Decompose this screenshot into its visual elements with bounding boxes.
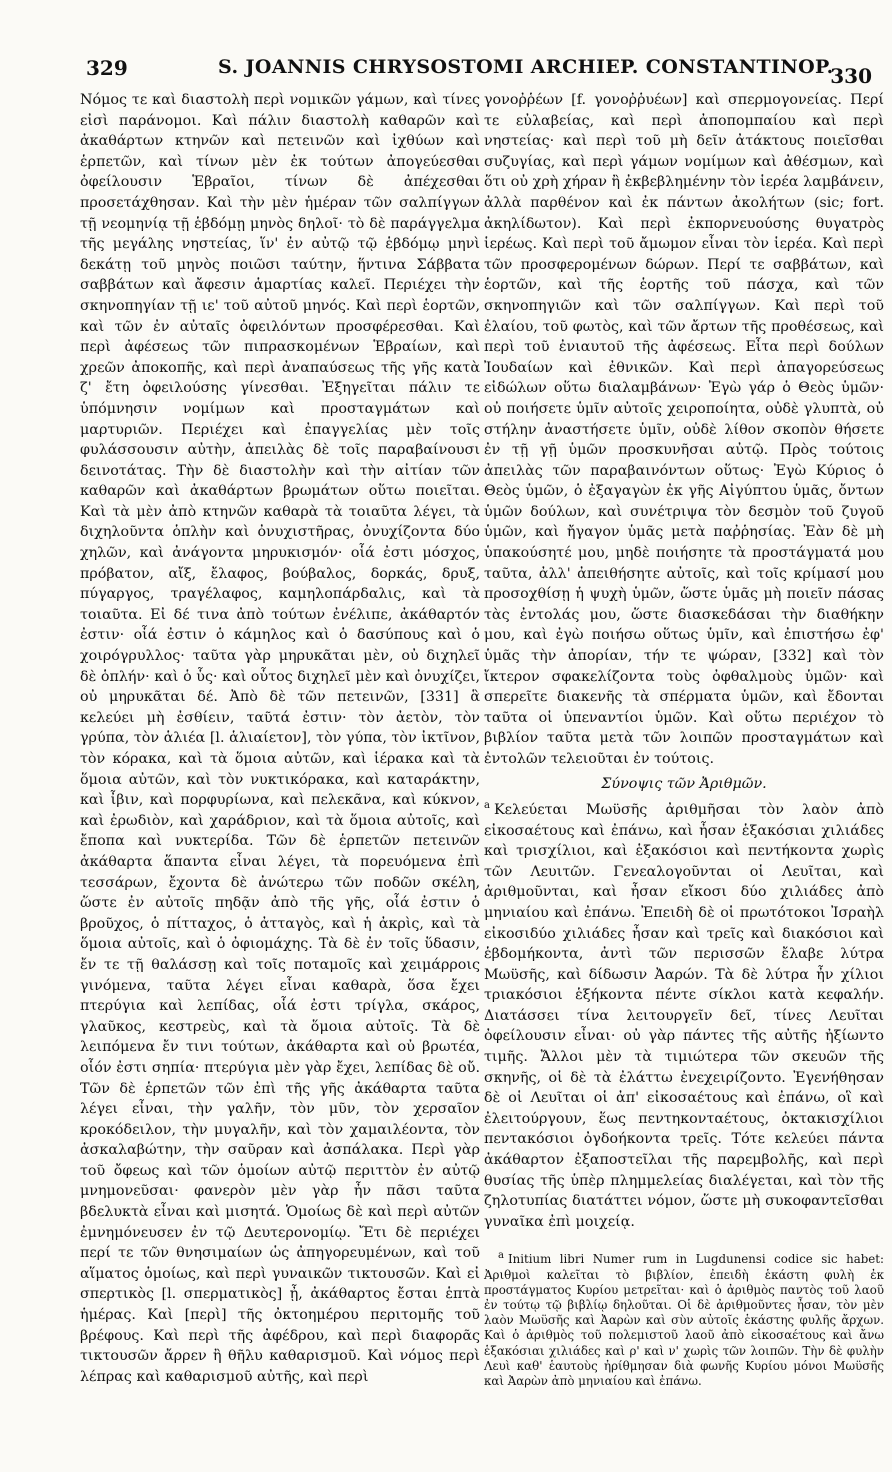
left-column bbox=[80, 90, 480, 1387]
footnote-reference: a bbox=[484, 800, 490, 812]
left-column-text: Νόμος τε καὶ διαστολὴ περὶ νομικῶν γάμων, καὶ τίνες εἰσὶ παράνομοι. Καὶ πάλιν διαστολὴ καθαρῶν καὶ ἀκαθάρτων κτηνῶν καὶ πετεινῶν καὶ ἰχθύων καὶ ἑρπετῶν, καὶ τίνων μὲν ἐκ τούτων ἀπογεύεσθαι ὀφείλουσιν Ἑβραῖοι, τίνων δὲ ἀπέχεσθαι προσετάχθησαν. Καὶ τὴν μὲν ἡμέραν τῶν σαλπίγγων τῇ νεομηνίᾳ τῇ ἑβδόμῃ μηνὸς δηλοῖ· τὸ δὲ παράγγελμα τῆς μεγάλης νηστείας, ἵν' ἐν αὐτῷ τῷ ἑβδόμῳ μηνὶ δεκάτῃ τοῦ μηνὸς ποιῶσι ταύτην, ἥντινα Σάββατα σαββάτων καὶ ἄφεσιν ἁμαρτίας καλεῖ. Περιέχει τὴν σκηνοπηγίαν τῇ ιε' τοῦ αὐτοῦ μηνός. Καὶ περὶ ἑορτῶν, καὶ τῶν ἐν αὐταῖς ὀφειλόντων προσφέρεσθαι. Καὶ περὶ ἀφέσεως τῶν πιπρασκομένων Ἑβραίων, καὶ χρεῶν ἀποκοπῆς, καὶ περὶ ἀναπαύσεως τῆς γῆς κατὰ ζ' ἔτη ὀφειλούσης γίνεσθαι. Ἐξηγεῖται πάλιν τε ὑπόμνησιν νομίμων καὶ προσταγμάτων καὶ μαρτυριῶν. Περιέχει καὶ ἐπαγγελίας μὲν τοῖς φυλάσσουσιν αὐτὴν, ἀπειλὰς δὲ τοῖς παραβαίνουσι δεινοτάτας. Τὴν δὲ διαστολὴν καὶ τὴν αἰτίαν τῶν καθαρῶν καὶ ἀκαθάρτων βρωμάτων οὕτω ποιεῖται. Καὶ τὰ μὲν ἀπὸ κτηνῶν καθαρὰ τὰ τοιαῦτα λέγει, τὰ διχηλοῦντα ὁπλὴν καὶ ὀνυχιστῆρας, ὀνυχίζοντα δύο χηλῶν, καὶ ἀνάγοντα μηρυκισμόν· οἷά ἐστι μόσχος, πρόβατον, αἴξ, ἔλαφος, βούβαλος, δορκάς, δρυξ, πύγαργος, τραγέλαφος, καμηλοπάρδαλις, καὶ τὰ τοιαῦτα. Εἰ δέ τινα ἀπὸ τούτων ἐνέλιπε, ἀκάθαρτόν ἐστιν· οἷά ἐστιν ὁ κάμηλος καὶ ὁ δασύπους καὶ ὁ χοιρόγρυλλος· ταῦτα γὰρ μηρυκᾶται μὲν, οὐ διχηλεῖ δὲ ὁπλήν· καὶ ὁ ὗς· καὶ οὗτος διχηλεῖ μὲν καὶ ὀνυχίζει, οὐ μηρυκᾶται δέ. Ἀπὸ δὲ τῶν πετεινῶν, [331] ἃ κελεύει μὴ ἐσθίειν, ταῦτά ἐστιν· τὸν ἀετὸν, τὸν γρύπα, τὸν ἁλιέα [l. ἁλιαίετον], τὸν γύπα, τὸν ἰκτῖνον, τὸν κόρακα, καὶ τὰ ὅμοια αὐτῶν, καὶ ἱέρακα καὶ τὰ ὅμοια αὐτῶν, καὶ τὸν νυκτικόρακα, καὶ καταράκτην, καὶ ἶβιν, καὶ πορφυρίωνα, καὶ πελεκᾶνα, καὶ κύκνον, καὶ ἐρωδιὸν, καὶ χαράδριον, καὶ τὰ ὅμοια αὐτοῖς, καὶ ἔποπα καὶ νυκτερίδα. Τῶν δὲ ἑρπετῶν πετεινῶν ἀκάθαρτα ἅπαντα εἶναι λέγει, τὰ πορευόμενα ἐπὶ τεσσάρων, ἔχοντα δὲ ἀνώτερω τῶν ποδῶν σκέλη, ὥστε ἐν αὐτοῖς πηδᾷν ἀπὸ τῆς γῆς, οἷά ἐστιν ὁ βροῦχος, ὁ πίτταχος, ὁ ἀτταγὸς, καὶ ἡ ἀκρὶς, καὶ τὰ ὅμοια αὐτοῖς, καὶ ὁ ὀφιομάχης. Τὰ δὲ ἐν τοῖς ὕδασιν, ἔν τε τῇ θαλάσσῃ καὶ τοῖς ποταμοῖς καὶ χειμάρροις γινόμενα, ταῦτα λέγει εἶναι καθαρὰ, ὅσα ἔχει πτερύγια καὶ λεπίδας, οἷά ἐστι τρίγλα, σκάρος, γλαῦκος, κεστρεὺς, καὶ τὰ ὅμοια αὐτοῖς. Τὰ δὲ λειπόμενα ἔν τινι τούτων, ἀκάθαρτα καὶ οὐ βρωτέα, οἷόν ἐστι σηπία· πτερύγια μὲν γὰρ ἔχει, λεπίδας δὲ οὔ. Τῶν δὲ ἑρπετῶν τῶν ἐπὶ τῆς γῆς ἀκάθαρτα ταῦτα λέγει εἶναι, τὴν γαλῆν, τὸν μῦν, τὸν χερσαῖον κροκόδειλον, τὴν μυγαλῆν, καὶ τὸν χαμαιλέοντα, τὸν ἀσκαλαβώτην, τὴν σαῦραν καὶ ἀσπάλακα. Περὶ γὰρ τοῦ ὄφεως καὶ τῶν ὁμοίων αὐτῷ περιττὸν ἐν αὐτῷ μνημονεῦσαι· φανερὸν μὲν γὰρ ἦν πᾶσι ταῦτα βδελυκτὰ εἶναι καὶ μισητά. Ὁμοίως δὲ καὶ περὶ αὐτῶν ἐμνημόνευσεν ἐν τῷ Δευτερονομίῳ. Ἔτι δὲ περιέχει περί τε τῶν θνησιμαίων ὡς ἀπηγορευμένων, καὶ τοῦ αἵματος ὁμοίως, καὶ περὶ γυναικῶν τικτουσῶν. Καὶ εἰ σπερτικὸς [l. σπερματικὸς] ᾖ, ἀκάθαρτος ἔσται ἑπτὰ ἡμέρας. Καὶ [περὶ] τῆς ὀκτοημέρου περιτομῆς τοῦ βρέφους. Καὶ περὶ τῆς ἀφέδρου, καὶ περὶ διαφορᾶς τικτουσῶν ἄρρεν ἢ θῆλυ καθαρισμοῦ. Καὶ νόμος περὶ λέπρας καὶ καθαρισμοῦ αὐτῆς, καὶ περὶ bbox=[80, 92, 480, 1385]
page-header bbox=[86, 56, 872, 86]
footnote-text: Initium libri Numer rum in Lugdunensi codice sic habet: Ἀριθμοὶ καλεῖται τὸ βιβλίον, ἐπειδὴ ἑκάστη φυλὴ ἐκ προστάγματος Κυρίου μετρεῖται· καὶ ὁ ἀριθμὸς παντὸς τοῦ λαοῦ ἐν τούτῳ τῷ βιβλίῳ δηλοῦται. Οἱ δὲ ἀριθμοῦντες ἦσαν, τὸν μὲν λαὸν Μωϋσῆς καὶ Ἀαρὼν καὶ σὺν αὐτοῖς ἑκάστης φυλῆς ἄρχων. Καὶ ὁ ἀριθμὸς τοῦ πολεμιστοῦ λαοῦ ἀπὸ εἰκοσαέτους καὶ ἄνω ἑξακόσιαι χιλιάδες καὶ ρ' καὶ ν' χωρὶς τῶν λοιπῶν. Τὴν δὲ φυλὴν Λευὶ καθ' ἑαυτοὺς ἠρίθμησαν διὰ φωνῆς Κυρίου μόνοι Μωϋσῆς καὶ Ἀαρὼν ἀπὸ μηνιαίου καὶ ἐπάνω. bbox=[484, 1252, 884, 1388]
running-title: S. JOANNIS CHRYSOSTOMI ARCHIEP. CONSTANTINOP. bbox=[218, 56, 834, 78]
right-column-paragraph-1: γονοῤῥέων [f. γονοῤῥυέων] καὶ σπερμογονείας. Περί τε εὐλαβείας, καὶ περὶ ἀποπομπαίου καὶ περὶ νηστείας· καὶ περὶ τοῦ μὴ δεῖν ἀτάκτους ποιεῖσθαι συζυγίας, καὶ περὶ γάμων νομίμων καὶ ἀθέσμων, καὶ ὅτι οὐ χρὴ χήραν ἢ ἐκβεβλημένην τὸν ἱερέα λαμβάνειν, ἀλλὰ παρθένον καὶ ἐκ πάντων ἀκολήτων (sic; fort. ἀκηλίδωτον). Καὶ περὶ ἐκπορνευούσης θυγατρὸς ἱερέως. Καὶ περὶ τοῦ ἄμωμον εἶναι τὸν ἱερέα. Καὶ περὶ τῶν προσφερομένων δώρων. Περί τε σαββάτων, καὶ ἑορτῶν, καὶ τῆς ἑορτῆς τοῦ πάσχα, καὶ τῶν σκηνοπηγιῶν καὶ τῶν σαλπίγγων. Καὶ περὶ τοῦ ἐλαίου, τοῦ φωτὸς, καὶ τῶν ἄρτων τῆς προθέσεως, καὶ περὶ τοῦ ἐνιαυτοῦ τῆς ἀφέσεως. Εἶτα περὶ δούλων Ἰουδαίων καὶ ἐθνικῶν. Καὶ περὶ ἀπαγορεύσεως εἰδώλων οὕτω διαλαμβάνων· Ἐγὼ γάρ ὁ Θεὸς ὑμῶν· οὐ ποιήσετε ὑμῖν αὐτοῖς χειροποίητα, οὐδὲ γλυπτὰ, οὐ στήλην ἀναστήσετε ὑμῖν, οὐδὲ λίθον σκοπὸν θήσετε ἐν τῇ γῇ ὑμῶν προσκυνῆσαι αὐτῷ. Πρὸς τούτοις ἀπειλὰς τῶν παραβαινόντων οὕτως· Ἐγὼ Κύριος ὁ Θεὸς ὑμῶν, ὁ ἐξαγαγὼν ἐκ γῆς Αἰγύπτου ὑμᾶς, ὄντων ὑμῶν δούλων, καὶ συνέτριψα τὸν δεσμὸν τοῦ ζυγοῦ ὑμῶν, καὶ ἤγαγον ὑμᾶς μετὰ παῤῥησίας. Ἐὰν δὲ μὴ ὑπακούσητέ μου, μηδὲ ποιήσητε τὰ προστάγματά μου ταῦτα, ἀλλ' ἀπειθήσητε αὐτοῖς, καὶ τοῖς κρίμασί μου προσοχθίσῃ ἡ ψυχὴ ὑμῶν, ὥστε ὑμᾶς μὴ ποιεῖν πάσας τὰς ἐντολάς μου, ὥστε διασκεδάσαι τὴν διαθήκην μου, καὶ ἐγὼ ποιήσω οὕτως ὑμῖν, καὶ ἐπιστήσω ἐφ' ὑμᾶς τὴν ἀπορίαν, τήν τε ψώραν, [332] καὶ τὸν ἴκτερον σφακελίζοντα τοὺς ὀφθαλμοὺς ὑμῶν· καὶ σπερεῖτε διακενῆς τὰ σπέρματα ὑμῶν, καὶ ἔδονται ταῦτα οἱ ὑπεναντίοι ὑμῶν. Καὶ οὕτω περιέχον τὸ βιβλίον ταῦτα μετὰ τῶν λοιπῶν προσταγμάτων καὶ ἐντολῶν τελειοῦται ἐν τούτοις. bbox=[484, 92, 884, 767]
footnote bbox=[484, 1248, 884, 1389]
paragraph-2-text: Κελεύεται Μωϋσῆς ἀριθμῆσαι τὸν λαὸν ἀπὸ εἰκοσαέτους καὶ ἐπάνω, καὶ ἦσαν ἑξακόσιαι χιλιάδες καὶ τρισχίλιοι, καὶ ἑξακόσιοι καὶ πεντήκοντα χωρὶς τῶν Λευιτῶν. Γενεαλογοῦνται οἱ Λευῖται, καὶ ἀριθμοῦνται, καὶ ἦσαν εἴκοσι δύο χιλιάδες ἀπὸ μηνιαίου καὶ ἐπάνω. Ἐπειδὴ δὲ οἱ πρωτότοκοι Ἰσραὴλ εἰκοσιδύο χιλιάδες ἦσαν καὶ τρεῖς καὶ διακόσιοι καὶ ἑβδομήκοντα, ἀντὶ τῶν περισσῶν ἔλαβε λύτρα Μωϋσῆς, καὶ δίδωσιν Ἀαρών. Τὰ δὲ λύτρα ἦν χίλιοι τριακόσιοι ἑξήκοντα πέντε σίκλοι κατὰ κεφαλήν. Διατάσσει τίνα λειτουργεῖν δεῖ, τίνες Λευῖται ὀφείλουσιν εἶναι· οὐ γὰρ πάντες τῆς αὐτῆς ἠξίωντο τιμῆς. Ἄλλοι μὲν τὰ τιμιώτερα τῶν σκευῶν τῆς σκηνῆς, οἱ δὲ τὰ ἐλάττω ἐνεχειρίζοντο. Ἐγενήθησαν δὲ οἱ Λευῖται οἱ ἀπ' εἰκοσαέτους καὶ ἐπάνω, οἳ καὶ ἐλειτούργουν, ἕως πεντηκονταέτους, ὀκτακισχίλιοι πεντακόσιοι ὀγδοήκοντα τρεῖς. Τότε κελεύει πάντα ἀκάθαρτον ἐξαποστεῖλαι τῆς παρεμβολῆς, καὶ περὶ θυσίας τῆς ὑπὲρ πλημμελείας διαλέγεται, καὶ τὸν τῆς ζηλοτυπίας διατάττει νόμον, ὥστε μὴ συκοφαντεῖσθαι γυναῖκα ἐπὶ μοιχείᾳ. bbox=[484, 801, 884, 1230]
footnote-marker: a bbox=[498, 1250, 504, 1262]
section-title: Σύνοψις τῶν Ἀριθμῶν. bbox=[601, 775, 767, 792]
right-column bbox=[484, 90, 884, 1389]
right-column-paragraph-2 bbox=[484, 796, 884, 1232]
page-number-left: 329 bbox=[86, 56, 128, 80]
page-number-right: 330 bbox=[830, 64, 872, 88]
